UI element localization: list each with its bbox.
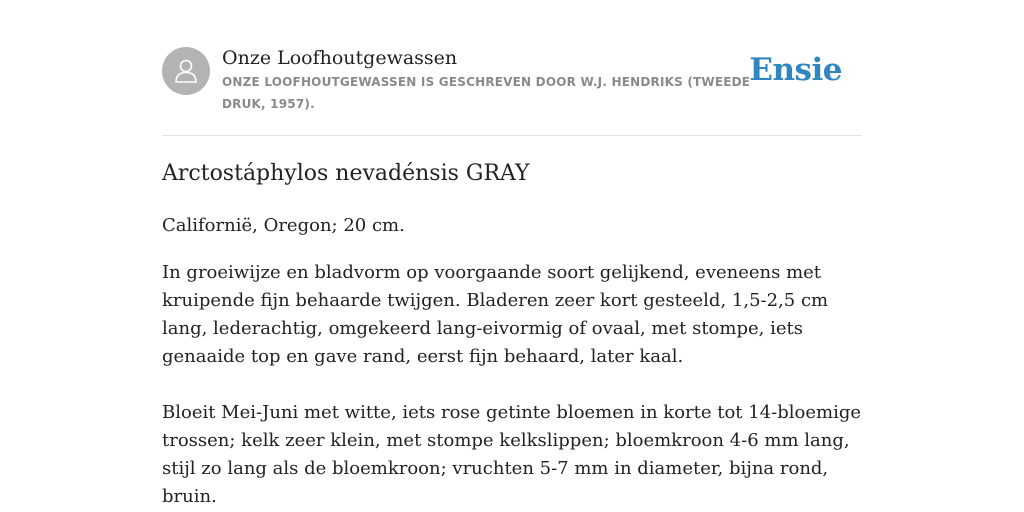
source-title[interactable]: Onze Loofhoutgewassen [222, 47, 458, 69]
user-silhouette-icon [171, 56, 201, 86]
entry-subtitle: Californië, Oregon; 20 cm. [162, 215, 405, 236]
entry-paragraph: Bloeit Mei-Juni met witte, iets rose getinte bloemen in korte tot 14-bloemige trossen; kelk zeer klein, met stompe kelkslippen; bloemkroon 4-6 mm lang, stijl zo lang als de bloemkroon; vruchten 5-7 mm in diameter, bijna rond, bruin. [162, 402, 862, 507]
entry-title: Arctostáphylos nevadénsis GRAY [162, 161, 530, 186]
ensie-logo[interactable]: Ensie [749, 52, 842, 88]
article-card [162, 0, 862, 507]
source-header [162, 0, 862, 136]
source-avatar[interactable] [162, 47, 210, 95]
source-description: ONZE LOOFHOUTGEWASSEN IS GESCHREVEN DOOR W.J. HENDRIKS (TWEEDE DRUK, 1957). [222, 75, 751, 111]
entry-body [162, 259, 862, 511]
entry-paragraph: In groeiwijze en bladvorm op voorgaande soort gelijkend, eveneens met kruipende fijn behaarde twijgen. Bladeren zeer kort gesteeld, 1,5-2,5 cm lang, lederachtig, omgekeerd lang-eivormig of ovaal, met stompe, iets genaaide top en gave rand, eerst fijn behaard, later kaal. [162, 262, 829, 367]
